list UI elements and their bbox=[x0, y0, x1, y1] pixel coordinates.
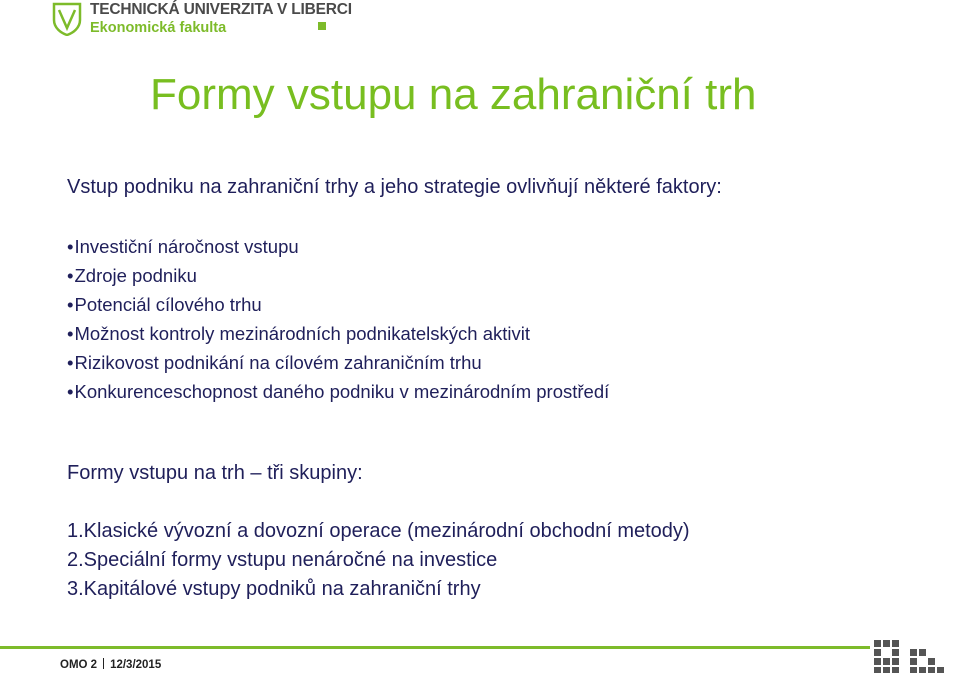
university-logo bbox=[52, 2, 352, 38]
list-item: • Možnost kontroly mezinárodních podnikatelských aktivit bbox=[67, 319, 609, 348]
entry-forms-list bbox=[67, 517, 690, 604]
footer-divider bbox=[0, 646, 870, 649]
footer-date: 12/3/2015 bbox=[110, 659, 162, 671]
footer-separator bbox=[103, 658, 104, 669]
faculty-name: Ekonomická fakulta bbox=[90, 19, 227, 36]
forms-intro-text: Formy vstupu na trh – tři skupiny: bbox=[67, 462, 363, 484]
course-code: OMO 2 bbox=[60, 659, 98, 671]
list-item: • Investiční náročnost vstupu bbox=[67, 232, 609, 261]
logo-square bbox=[318, 22, 326, 30]
university-shield-icon bbox=[52, 2, 82, 36]
list-item: 1.Klasické vývozní a dovozní operace (mezinárodní obchodní metody) bbox=[67, 520, 690, 542]
university-name: TECHNICKÁ UNIVERZITA V LIBERCI bbox=[90, 1, 352, 18]
list-item: 3.Kapitálové vstupy podniků na zahraniční trhy bbox=[67, 578, 481, 600]
list-item: • Rizikovost podnikání na cílovém zahraničním trhu bbox=[67, 348, 609, 377]
list-item: 2.Speciální formy vstupu nenáročné na investice bbox=[67, 549, 498, 571]
list-item: • Konkurenceschopnost daného podniku v mezinárodním prostředí bbox=[67, 377, 609, 406]
list-item: • Zdroje podniku bbox=[67, 261, 609, 290]
footer-info bbox=[60, 658, 161, 671]
list-item: • Potenciál cílového trhu bbox=[67, 290, 609, 319]
slide-title: Formy vstupu na zahraniční trh bbox=[150, 70, 757, 119]
intro-text: Vstup podniku na zahraniční trhy a jeho strategie ovlivňují některé faktory: bbox=[67, 176, 722, 198]
grid-logo-icon bbox=[872, 638, 956, 674]
factor-list bbox=[67, 232, 609, 406]
